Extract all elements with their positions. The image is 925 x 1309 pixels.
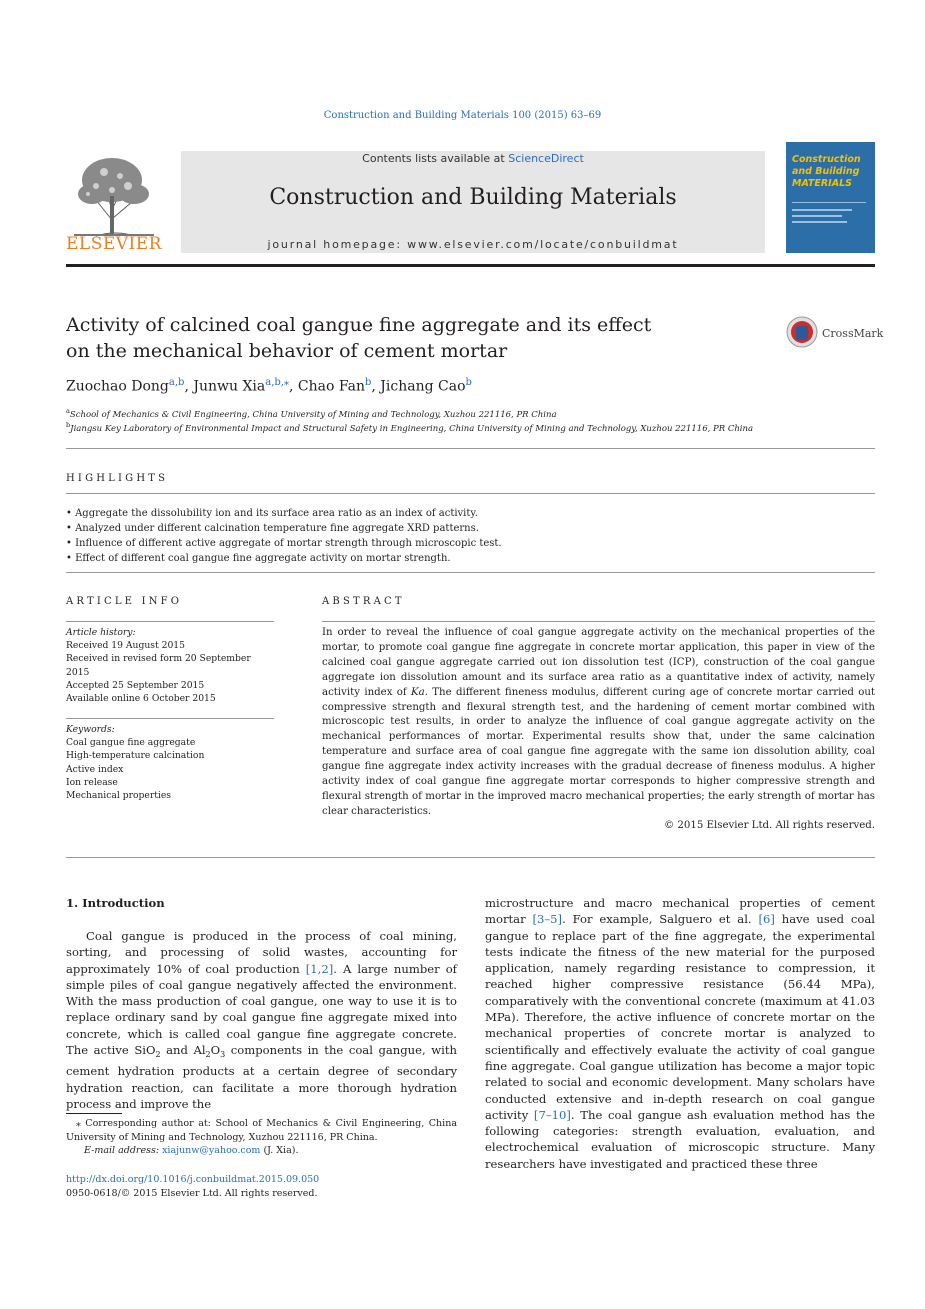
history-item: Accepted 25 September 2015 [66, 679, 205, 691]
author-affiliation-marks[interactable]: b [465, 377, 472, 388]
journal-citation[interactable]: Construction and Building Materials 100 (2015) 63–69 [323, 110, 602, 121]
highlight-item: • Influence of different active aggregate of mortar strength through microscopic test. [66, 538, 502, 549]
history-item: Available online 6 October 2015 [66, 693, 216, 705]
citation-link[interactable]: [3–5] [532, 912, 563, 927]
corresponding-author-footnote [66, 1117, 457, 1158]
divider [66, 857, 875, 858]
divider [66, 448, 875, 449]
author-name[interactable]: Jichang Cao [380, 378, 466, 395]
highlight-item: • Effect of different coal gangue fine aggregate activity on mortar strength. [66, 553, 451, 564]
abstract-copyright: © 2015 Elsevier Ltd. All rights reserved. [663, 820, 875, 831]
activity-index-symbol: Ka [411, 686, 425, 698]
journal-homepage-link[interactable]: journal homepage: www.elsevier.com/locate/conbuildmat [267, 238, 679, 251]
issn-line: 0950-0618/© 2015 Elsevier Ltd. All rights reserved. [66, 1187, 318, 1199]
author-separator: , [371, 378, 381, 395]
doi-block [66, 1173, 319, 1200]
contents-line [181, 152, 765, 165]
divider [66, 718, 274, 719]
corresponding-author-text: ⁎ Corresponding author at: School of Mechanics & Civil Engineering, China University of Mining and Technology, Xuzhou 221116, PR China. [66, 1118, 457, 1143]
cover-title: Construction and Building MATERIALS [792, 154, 861, 189]
keywords [66, 723, 274, 802]
history-item: Received 19 August 2015 [66, 640, 185, 652]
author-list [66, 377, 472, 395]
affiliation-text: School of Mechanics & Civil Engineering, China University of Mining and Technology, Xuzhou 221116, PR China [69, 409, 557, 420]
author-separator: , [184, 378, 194, 395]
keywords-label: Keywords: [66, 724, 115, 735]
author-name[interactable]: Chao Fan [297, 378, 365, 395]
body-column-left [66, 928, 457, 1112]
crossmark-label: CrossMark [822, 327, 884, 340]
journal-cover-image[interactable] [786, 142, 875, 253]
masthead-rule [66, 264, 875, 267]
affiliation-b [66, 421, 753, 434]
email-line: E-mail address: xiajunw@yahoo.com (J. Xia). [84, 1145, 299, 1156]
crossmark-icon [786, 316, 818, 348]
highlights-list [66, 506, 502, 566]
divider [66, 621, 274, 622]
article-history-label: Article history: [66, 627, 136, 638]
history-item: Received in revised form 20 September 2015 [66, 653, 251, 678]
highlight-item: • Aggregate the dissolubility ion and its surface area ratio as an index of activity. [66, 508, 478, 519]
title-line-2: on the mechanical behavior of cement mortar [66, 340, 508, 362]
abstract-text: In order to reveal the influence of coal gangue aggregate activity on the mechanical properties of the mortar, to promote coal gangue fine aggregate in concrete mortar application, this paper in view of the calcined coal gangue aggregate carried out ion dissolution test (ICP), construction of the coal gangue aggregate ion dissolution amount and its surface area ratio as a quantitative index of activity, namely activity index of Ka. The different fineness modulus, different curing age of concrete mortar carried out compressive strength and flexural strength test, and the hardening of cement mortar combined with microscopic test results, in order to analyze the influence of coal gangue aggregate activity on the mechanical performances of mortar. Experimental results show that, under the same calcination temperature and surface area of coal gangue fine aggregate with the same ion dissolution ability, coal gangue fine aggregate index activity increases with the gradual decrease of fineness modulus. A higher activity index of coal gangue fine aggregate mortar corresponds to higher compressive strength and flexural strength of mortar in the improved macro mechanical properties; the early strength of mortar has clear characteristics. [322, 627, 875, 817]
crossmark-button[interactable] [786, 316, 884, 350]
sciencedirect-link[interactable]: ScienceDirect [508, 152, 584, 165]
keyword-item[interactable]: Active index [66, 763, 124, 775]
author-separator: , [288, 378, 298, 395]
author-affiliation-marks[interactable]: a,b [168, 377, 185, 388]
affiliation-mark: b [66, 421, 71, 429]
affiliation-mark: a [66, 407, 70, 415]
footnote-rule [66, 1113, 122, 1114]
elsevier-logo[interactable] [66, 150, 162, 256]
journal-banner [181, 151, 765, 253]
publisher-wordmark: ELSEVIER [66, 234, 162, 254]
keyword-item[interactable]: Mechanical properties [66, 790, 172, 802]
author-affiliation-marks[interactable]: b [364, 377, 372, 388]
divider [322, 621, 875, 622]
body-paragraph: microstructure and macro mechanical properties of cement mortar [3–5]. For example, Salguero et al. [6] have used coal gangue to replace part of the fine aggregate, the experimental tests indicate the fitness of the new material for the purposed application, namely regarding resistance to compression, it reached higher compressive resistance (56.44 MPa), comparatively with the conventional concrete (maximum at 41.03 MPa). Therefore, the active influence of concrete mortar on the mechanical properties of concrete mortar is analyzed to scientifically and effectively evaluate the activity of coal gangue fine aggregate. Coal gangue utilization has become a major topic related to social and economic development. Many scholars have conducted extensive and in-depth research on coal gangue activity [7–10]. The coal gangue ash evaluation method has the following categories: strength evaluation, evaluation, and electrochemical evaluation of microscopic structure. Many researchers have investigated and practiced these three [485, 896, 875, 1171]
author-name[interactable]: Zuochao Dong [66, 378, 169, 395]
email-label: E-mail address: [84, 1145, 163, 1156]
divider [66, 572, 875, 573]
article-history [66, 626, 274, 705]
cover-decoration [792, 202, 866, 243]
contents-prefix: Contents lists available at [362, 152, 509, 165]
author-name[interactable]: Junwu Xia [193, 378, 266, 395]
keyword-item[interactable]: High-temperature calcination [66, 750, 205, 762]
journal-title: Construction and Building Materials [269, 185, 677, 210]
section-heading-introduction: 1. Introduction [66, 896, 165, 910]
highlights-heading: HIGHLIGHTS [66, 473, 169, 484]
body-paragraph: Coal gangue is produced in the process of coal mining, sorting, and processing of solid wastes, accounting for approximately 10% of coal production [1,2]. A large number of simple piles of coal gangue negatively affected the environment. With the mass production of coal gangue, one way to use it is to replace ordinary sand by coal gangue fine aggregate mixed into concrete, which is called coal gangue fine aggregate concrete. The active SiO$_2$ and $Al_2O_3$ components in the coal gangue, with cement hydration products at a certain degree of secondary hydration reaction, can facilitate a more thorough hydration process and improve the [66, 929, 457, 1111]
divider [66, 493, 875, 494]
abstract-heading: ABSTRACT [322, 596, 405, 607]
author-affiliation-marks[interactable]: a,b,⁎ [265, 377, 289, 388]
email-link[interactable]: xiajunw@yahoo.com [162, 1145, 261, 1156]
keyword-item[interactable]: Ion release [66, 776, 118, 788]
citation-link[interactable]: [1,2] [305, 961, 334, 976]
article-info-heading: ARTICLE INFO [66, 596, 183, 607]
article-title [66, 312, 746, 364]
doi-link[interactable]: http://dx.doi.org/10.1016/j.conbuildmat.2015.09.050 [66, 1174, 320, 1185]
keyword-item[interactable]: Coal gangue fine aggregate [66, 737, 196, 749]
affiliation-text: Jiangsu Key Laboratory of Environmental Impact and Structural Safety in Engineering, China University of Mining and Technology, Xuzhou 221116, PR China [70, 423, 754, 434]
affiliation-a [66, 407, 557, 420]
highlight-item: • Analyzed under different calcination temperature fine aggregate XRD patterns. [66, 523, 479, 534]
title-line-1: Activity of calcined coal gangue fine aggregate and its effect [66, 314, 652, 336]
body-column-right [485, 895, 875, 1172]
citation-link[interactable]: [6] [758, 912, 775, 927]
citation-link[interactable]: [7–10] [533, 1107, 571, 1122]
